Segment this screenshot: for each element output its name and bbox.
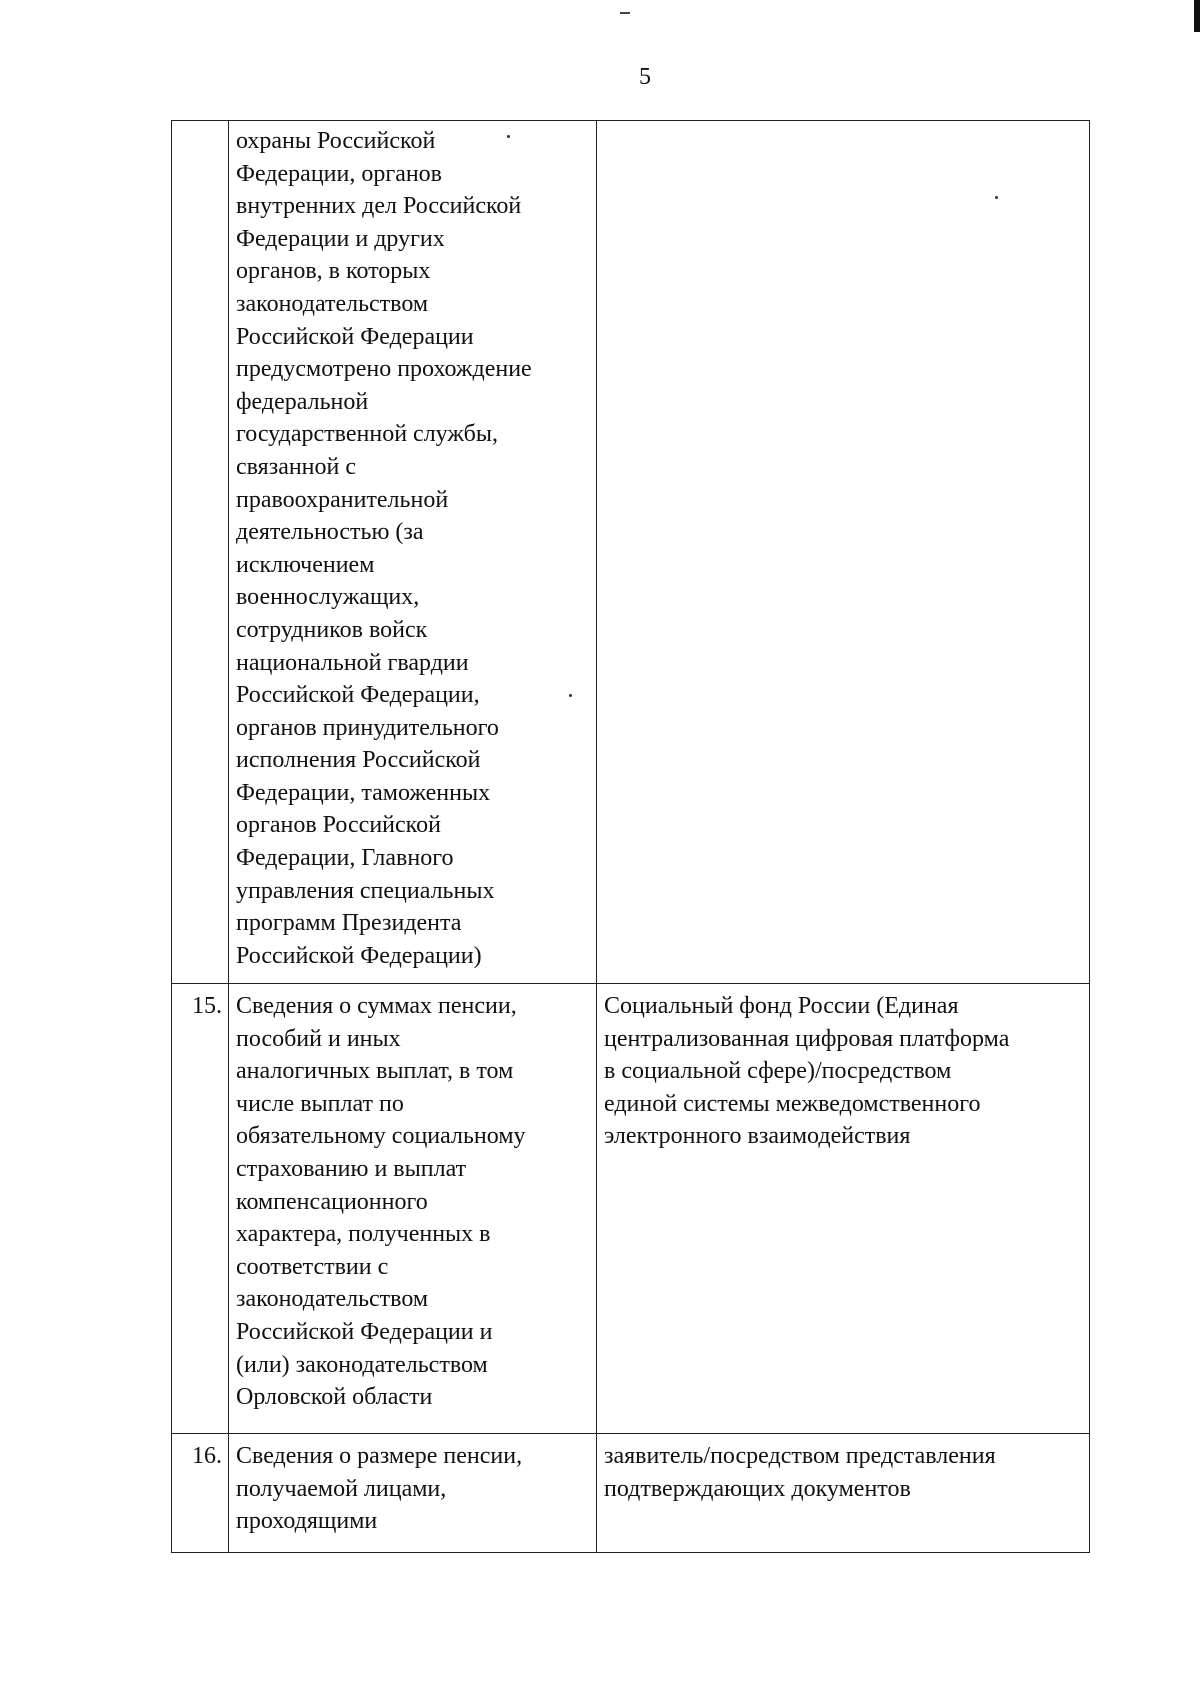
source-cell: [597, 121, 1090, 984]
row-number: 16.: [172, 1434, 229, 1553]
page-number: 5: [639, 64, 651, 90]
info-cell: охраны Российской Федерации, органов внутренних дел Российской Федерации и других органов, в которых законодательством Российской Федерации предусмотрено прохождение федеральной государственной службы, связанной с правоохранительной деятельностью (за исключением военнослужащих, сотрудников войск национальной гвардии Российской Федерации, органов принудительного исполнения Российской Федерации, таможенных органов Российской Федерации, Главного управления специальных программ Президента Российской Федерации): [229, 121, 597, 984]
row-number: [172, 121, 229, 984]
info-cell: Сведения о суммах пенсии, пособий и иных аналогичных выплат, в том числе выплат по обязательному социальному страхованию и выплат компенсационного характера, полученных в соответствии с законодательством Российской Федерации и (или) законодательством Орловской области: [229, 984, 597, 1434]
source-cell: Социальный фонд России (Единая централизованная цифровая платформа в социальной сфере)/посредством единой системы межведомственного электронного взаимодействия: [597, 984, 1090, 1434]
row-number: 15.: [172, 984, 229, 1434]
scan-artifact-corner: [1194, 0, 1200, 32]
scan-artifact-top: [620, 12, 630, 14]
source-cell: заявитель/посредством представления подтверждающих документов: [597, 1434, 1090, 1553]
info-cell: Сведения о размере пенсии, получаемой лицами, проходящими: [229, 1434, 597, 1553]
table-row: [172, 1434, 1090, 1553]
table-row: [172, 984, 1090, 1434]
data-table: [171, 120, 1090, 1553]
table-row: [172, 121, 1090, 984]
